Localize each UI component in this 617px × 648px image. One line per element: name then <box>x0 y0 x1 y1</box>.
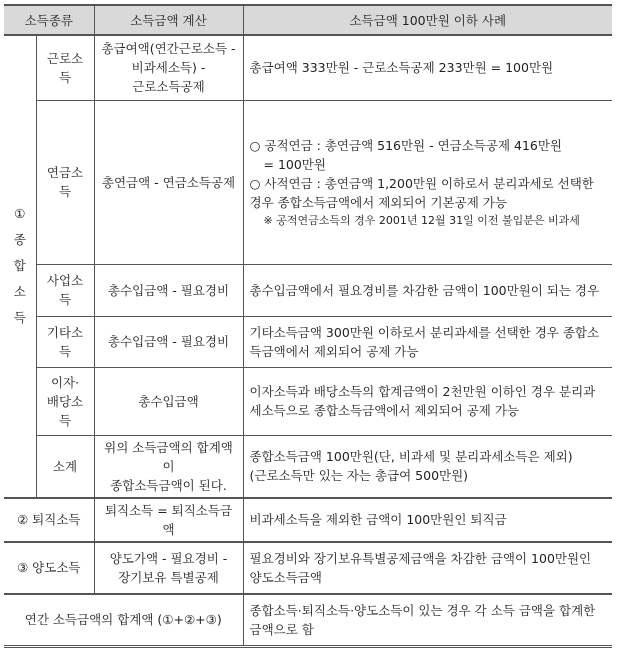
type-text: 득 <box>58 412 72 428</box>
example-cell <box>243 435 612 498</box>
table-row <box>4 35 612 100</box>
calc-text: 근로소득공제 <box>132 79 205 95</box>
group-char: 득 <box>13 310 26 326</box>
type-text: 기타소 <box>46 324 84 340</box>
header-example: 소득금액 100만원 이하 사례 <box>243 5 612 35</box>
calc-cell: 총연금액 - 연금소득공제 <box>94 100 243 264</box>
type-cell: 소계 <box>36 435 94 498</box>
group-char: 합 <box>13 258 26 274</box>
type-text: 근로소 <box>46 50 84 66</box>
example-cell: 총급여액 333만원 - 근로소득공제 233만원 = 100만원 <box>243 35 612 100</box>
type-cell: ③ 양도소득 <box>4 542 94 594</box>
table-row <box>4 435 612 498</box>
group-char: 종 <box>13 232 26 248</box>
type-cell <box>36 264 94 316</box>
group-comprehensive-income <box>4 35 36 498</box>
type-cell <box>36 100 94 264</box>
type-text: 이자· <box>50 374 80 390</box>
table-row <box>4 100 612 264</box>
table-row <box>4 316 612 367</box>
calc-text: 장기보유 특별공제 <box>118 569 219 585</box>
type-text: 득 <box>58 69 72 85</box>
type-text: 연금소 <box>46 165 84 180</box>
calc-text: 종합소득금액이 된다. <box>110 477 227 493</box>
example-cell: 기타소득금액 300만원 이하로서 분리과세를 선택한 경우 종합소득금액에서 제외되어 공제 가능 <box>243 316 612 367</box>
calc-cell: 총수입금액 - 필요경비 <box>94 316 243 367</box>
total-label: 연간 소득금액의 합계액 (①+②+③) <box>4 594 243 647</box>
calc-cell: 총수입금액 - 필요경비 <box>94 264 243 316</box>
type-text: 득 <box>58 292 72 307</box>
group-char: 소 <box>13 284 26 300</box>
example-text: (근로소득만 있는 자는 총급여 500만원) <box>249 468 469 483</box>
type-cell <box>36 367 94 435</box>
example-cell: 총수입금액에서 필요경비를 차감한 금액이 100만원이 되는 경우 <box>243 264 612 316</box>
type-text: 배당소 <box>46 393 84 409</box>
header-income-type: 소득종류 <box>4 5 94 35</box>
example-cell: 이자소득과 배당소득의 합계금액이 2천만원 이하인 경우 분리과세소득으로 종합소득금액에서 제외되어 공제 가능 <box>243 367 612 435</box>
example-cell: 필요경비와 장기보유특별공제금액을 차감한 금액이 100만원인 양도소득금액 <box>243 542 612 594</box>
header-row <box>4 5 612 35</box>
type-text: 득 <box>58 343 72 359</box>
calc-cell <box>94 35 243 100</box>
calc-text: 위의 소득금액의 합계액이 <box>104 439 233 474</box>
income-table <box>4 4 612 648</box>
type-cell <box>36 316 94 367</box>
type-cell <box>36 35 94 100</box>
example-text: ○ 사적연금 : 총연금액 1,200만원 이하로서 분리과세로 선택한 경우 종합소득금액에서 제외되어 기본공제 가능 <box>249 175 594 210</box>
calc-text: 총급여액(연간근로소득 - <box>101 41 236 57</box>
type-text: 득 <box>58 184 72 199</box>
table-row-transfer <box>4 542 612 594</box>
example-text: 종합소득금액 100만원(단, 비과세 및 분리과세소득은 제외) <box>249 449 573 464</box>
example-cell <box>243 100 612 264</box>
calc-cell: 총수입금액 <box>94 367 243 435</box>
calc-cell <box>94 542 243 594</box>
type-cell: ② 퇴직소득 <box>4 498 94 542</box>
type-text: 사업소 <box>46 273 84 288</box>
example-cell: 비과세소득을 제외한 금액이 100만원인 퇴직금 <box>243 498 612 542</box>
example-text: ○ 공적연금 : 총연금액 516만원 - 연금소득공제 416만원 <box>249 137 563 153</box>
header-calc: 소득금액 계산 <box>94 5 243 35</box>
calc-text: 비과세소득) - <box>131 60 206 76</box>
table-row <box>4 367 612 435</box>
calc-text: 양도가액 - 필요경비 - <box>109 550 228 566</box>
table-row-retirement <box>4 498 612 542</box>
example-text: = 100만원 <box>263 156 326 172</box>
table-row <box>4 264 612 316</box>
calc-cell <box>94 435 243 498</box>
table-row-total <box>4 594 612 647</box>
example-note: ※ 공적연금소득의 경우 2001년 12월 31일 이전 불입분은 비과세 <box>263 213 580 227</box>
calc-cell: 퇴직소득 = 퇴직소득금액 <box>94 498 243 542</box>
group-num: ① <box>14 206 26 222</box>
example-cell: 종합소득·퇴직소득·양도소득이 있는 경우 각 소득 금액을 합계한 금액으로 함 <box>243 594 612 647</box>
